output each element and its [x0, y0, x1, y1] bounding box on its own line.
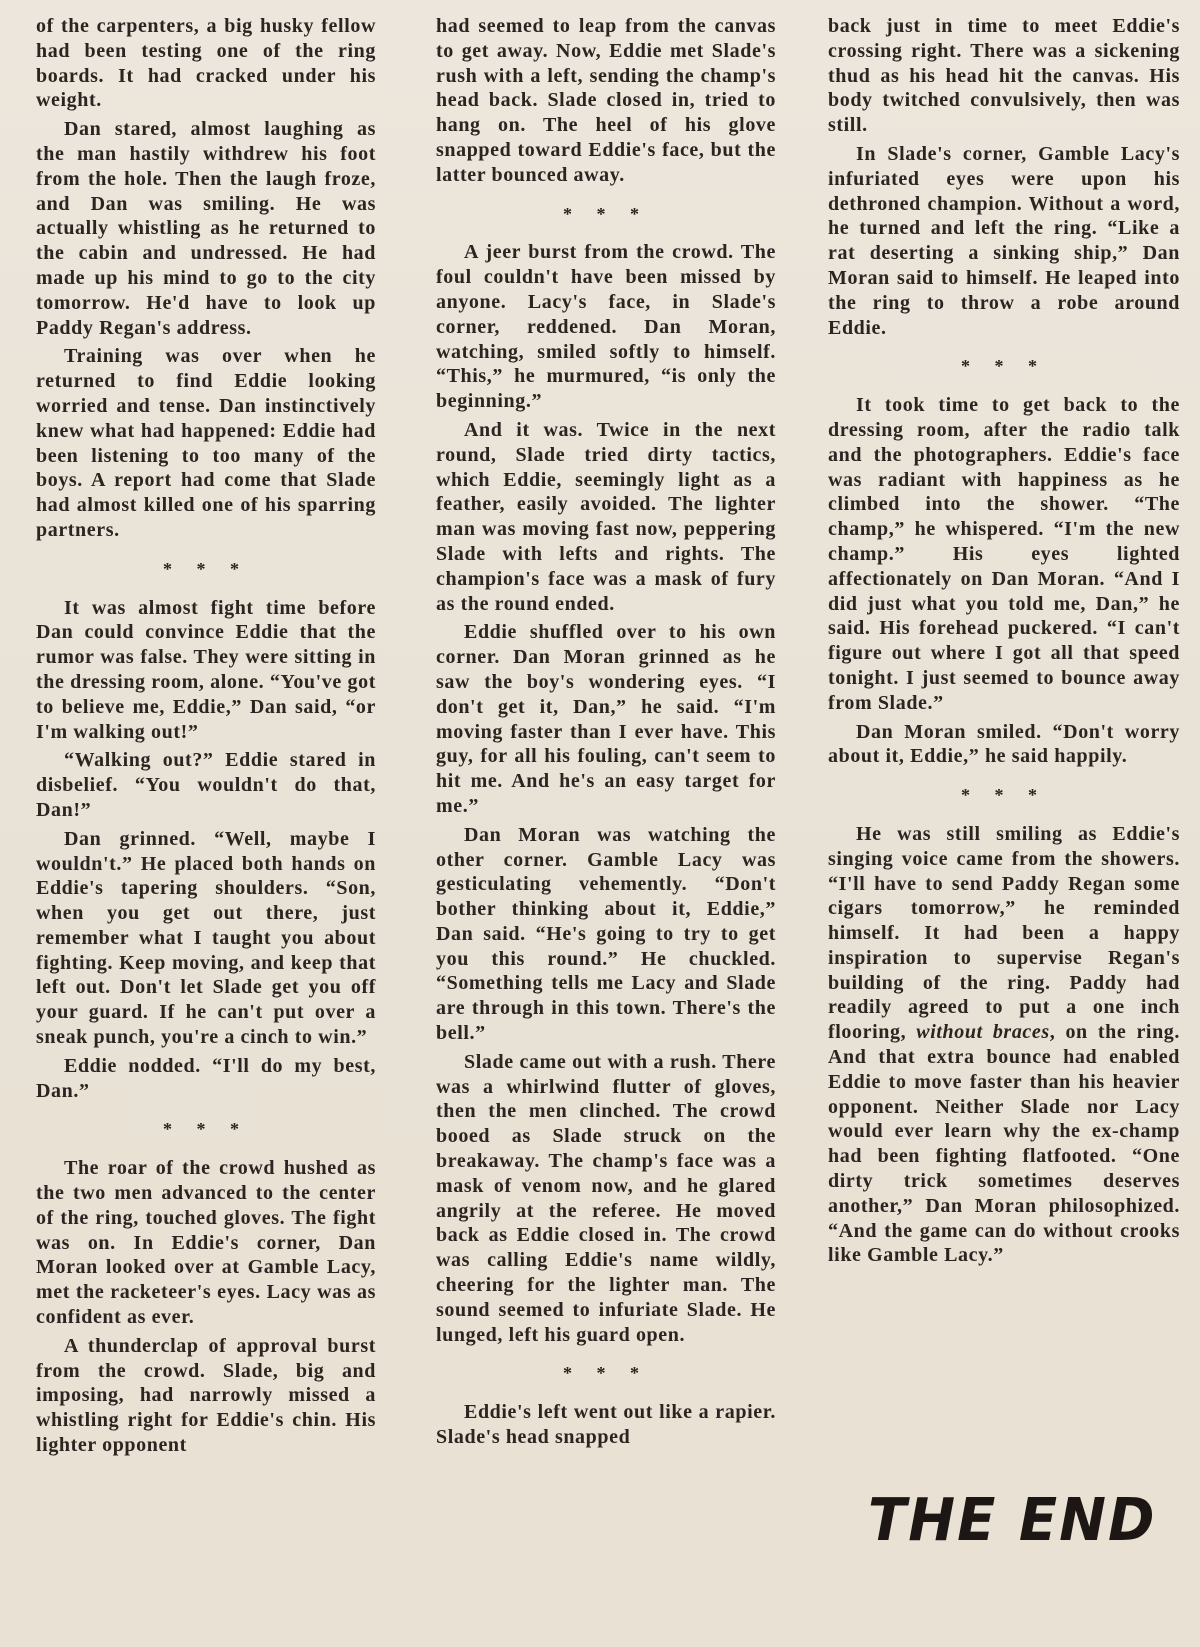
paragraph: Slade came out with a rush. There was a whirlwind flutter of gloves, then the men clinched. The crowd booed as Slade struck on the breakaway. The champ's face was a mask of venom now, and he glared angrily at the referee. He moved back as Eddie closed in. The crowd was calling Eddie's name wildly, cheering for the lighter man. The sound seemed to infuriate Slade. He lunged, left his guard open.: [436, 1050, 776, 1346]
paragraph: The roar of the crowd hushed as the two men advanced to the center of the ring, touched gloves. The fight was on. In Eddie's corner, Dan Moran looked over at Gamble Lacy, met the racketeer's eyes. Lacy was as confident as ever.: [36, 1157, 376, 1329]
paragraph: Dan stared, almost laughing as the man hastily withdrew his foot from the hole. Then the laugh froze, and Dan was smiling. He was actually whistling as he returned to the cabin and undressed. He had made up his mind to go to the city tomorrow. He'd have to look up Paddy Regan's address.: [36, 118, 376, 339]
paragraph: [828, 822, 1180, 1268]
section-separator: * * *: [163, 1119, 249, 1140]
paragraph: A thunderclap of approval burst from the crowd. Slade, big and imposing, had narrowly missed a whistling right for Eddie's chin. His lighter opponent: [36, 1334, 376, 1457]
paragraph: And it was. Twice in the next round, Slade tried dirty tactics, which Eddie, seemingly light as a feather, easily avoided. The lighter man was moving fast now, peppering Slade with lefts and rights. The champion's face was a mask of fury as the round ended.: [436, 418, 776, 615]
section-separator: * * *: [563, 1363, 649, 1384]
paragraph: It took time to get back to the dressing room, after the radio talk and the photographers. Eddie's face was radiant with happiness as he climbed into the shower. “The champ,” he whispered. “I'm the new champ.” His eyes lighted affectionately on Dan Moran. “And I did just what you told me, Dan,” he said. His forehead puckered. “I can't figure out where I got all that speed tonight. I just seemed to bounce away from Slade.”: [828, 394, 1180, 714]
text-column-2: [436, 14, 776, 1454]
section-separator: * * *: [563, 203, 649, 224]
section-separator: * * *: [961, 356, 1047, 377]
section-separator: * * *: [961, 785, 1047, 806]
section-separator: * * *: [163, 558, 249, 579]
paragraph: A jeer burst from the crowd. The foul couldn't have been missed by anyone. Lacy's face, in Slade's corner, reddened. Dan Moran, watching, smiled softly to himself. “This,” he murmured, “is only the beginning.”: [436, 241, 776, 413]
paragraph-text: , on the ring. And that extra bounce had enabled Eddie to move faster than his heavier opponent. Neither Slade nor Lacy would ever learn why the ex-champ had been fighting flatfooted. “One dirty trick sometimes deserves another,” Dan Moran philosophized. “And the game can do without crooks like Gamble Lacy.”: [828, 1021, 1180, 1267]
italic-text: without braces: [916, 1021, 1050, 1044]
the-end-heading: THE END: [868, 1486, 1157, 1555]
text-column-3: [828, 14, 1180, 1272]
paragraph: of the carpenters, a big husky fellow had been testing one of the ring boards. It had cracked under his weight.: [36, 15, 376, 112]
paragraph: back just in time to meet Eddie's crossing right. There was a sickening thud as his head hit the canvas. His body twitched convulsively, then was still.: [828, 15, 1180, 137]
paragraph-text: He was still smiling as Eddie's singing voice came from the showers. “I'll have to send Paddy Regan some cigars tomorrow,” he reminded himself. It had been a happy inspiration to supervise Regan's building of the ring. Paddy had readily agreed to put a one inch flooring,: [828, 822, 1180, 1044]
paragraph: Dan Moran smiled. “Don't worry about it, Eddie,” he said happily.: [828, 720, 1180, 768]
paragraph: It was almost fight time before Dan could convince Eddie that the rumor was false. They were sitting in the dressing room, alone. “You've got to believe me, Eddie,” Dan said, “or I'm walking out!”: [36, 596, 376, 743]
paragraph: Eddie shuffled over to his own corner. Dan Moran grinned as he saw the boy's wondering eyes. “I don't get it, Dan,” he said. “I'm moving faster than I ever have. This guy, for all his fouling, can't seem to hit me. And he's an easy target for me.”: [436, 621, 776, 817]
paragraph: Training was over when he returned to find Eddie looking worried and tense. Dan instinctively knew what had happened: Eddie had been listening to too many of the boys. A report had come that Slade had almost killed one of his sparring partners.: [36, 345, 376, 541]
paragraph: Eddie's left went out like a rapier. Slade's head snapped: [436, 1401, 776, 1449]
paragraph: had seemed to leap from the canvas to get away. Now, Eddie met Slade's rush with a left, sending the champ's head back. Slade closed in, tried to hang on. The heel of his glove snapped toward Eddie's face, but the latter bounced away.: [436, 15, 776, 186]
paragraph: Dan grinned. “Well, maybe I wouldn't.” He placed both hands on Eddie's tapering shoulders. “Son, when you get out there, just remember what I taught you about fighting. Keep moving, and keep that left out. Don't let Slade get you off your guard. If he can't put over a sneak punch, you're a cinch to win.”: [36, 827, 376, 1049]
paragraph: In Slade's corner, Gamble Lacy's infuriated eyes were upon his dethroned champion. Without a word, he turned and left the ring. “Like a rat deserting a sinking ship,” Dan Moran said to himself. He leaped into the ring to throw a robe around Eddie.: [828, 142, 1180, 339]
text-column-1: [36, 14, 376, 1462]
paragraph: Eddie nodded. “I'll do my best, Dan.”: [36, 1054, 376, 1102]
paragraph: “Walking out?” Eddie stared in disbelief. “You wouldn't do that, Dan!”: [36, 749, 376, 821]
paragraph: Dan Moran was watching the other corner. Gamble Lacy was gesticulating vehemently. “Don't bother thinking about it, Eddie,” Dan said. “He's going to try to get you this round.” He chuckled. “Something tells me Lacy and Slade are through in this town. There's the bell.”: [436, 823, 776, 1045]
